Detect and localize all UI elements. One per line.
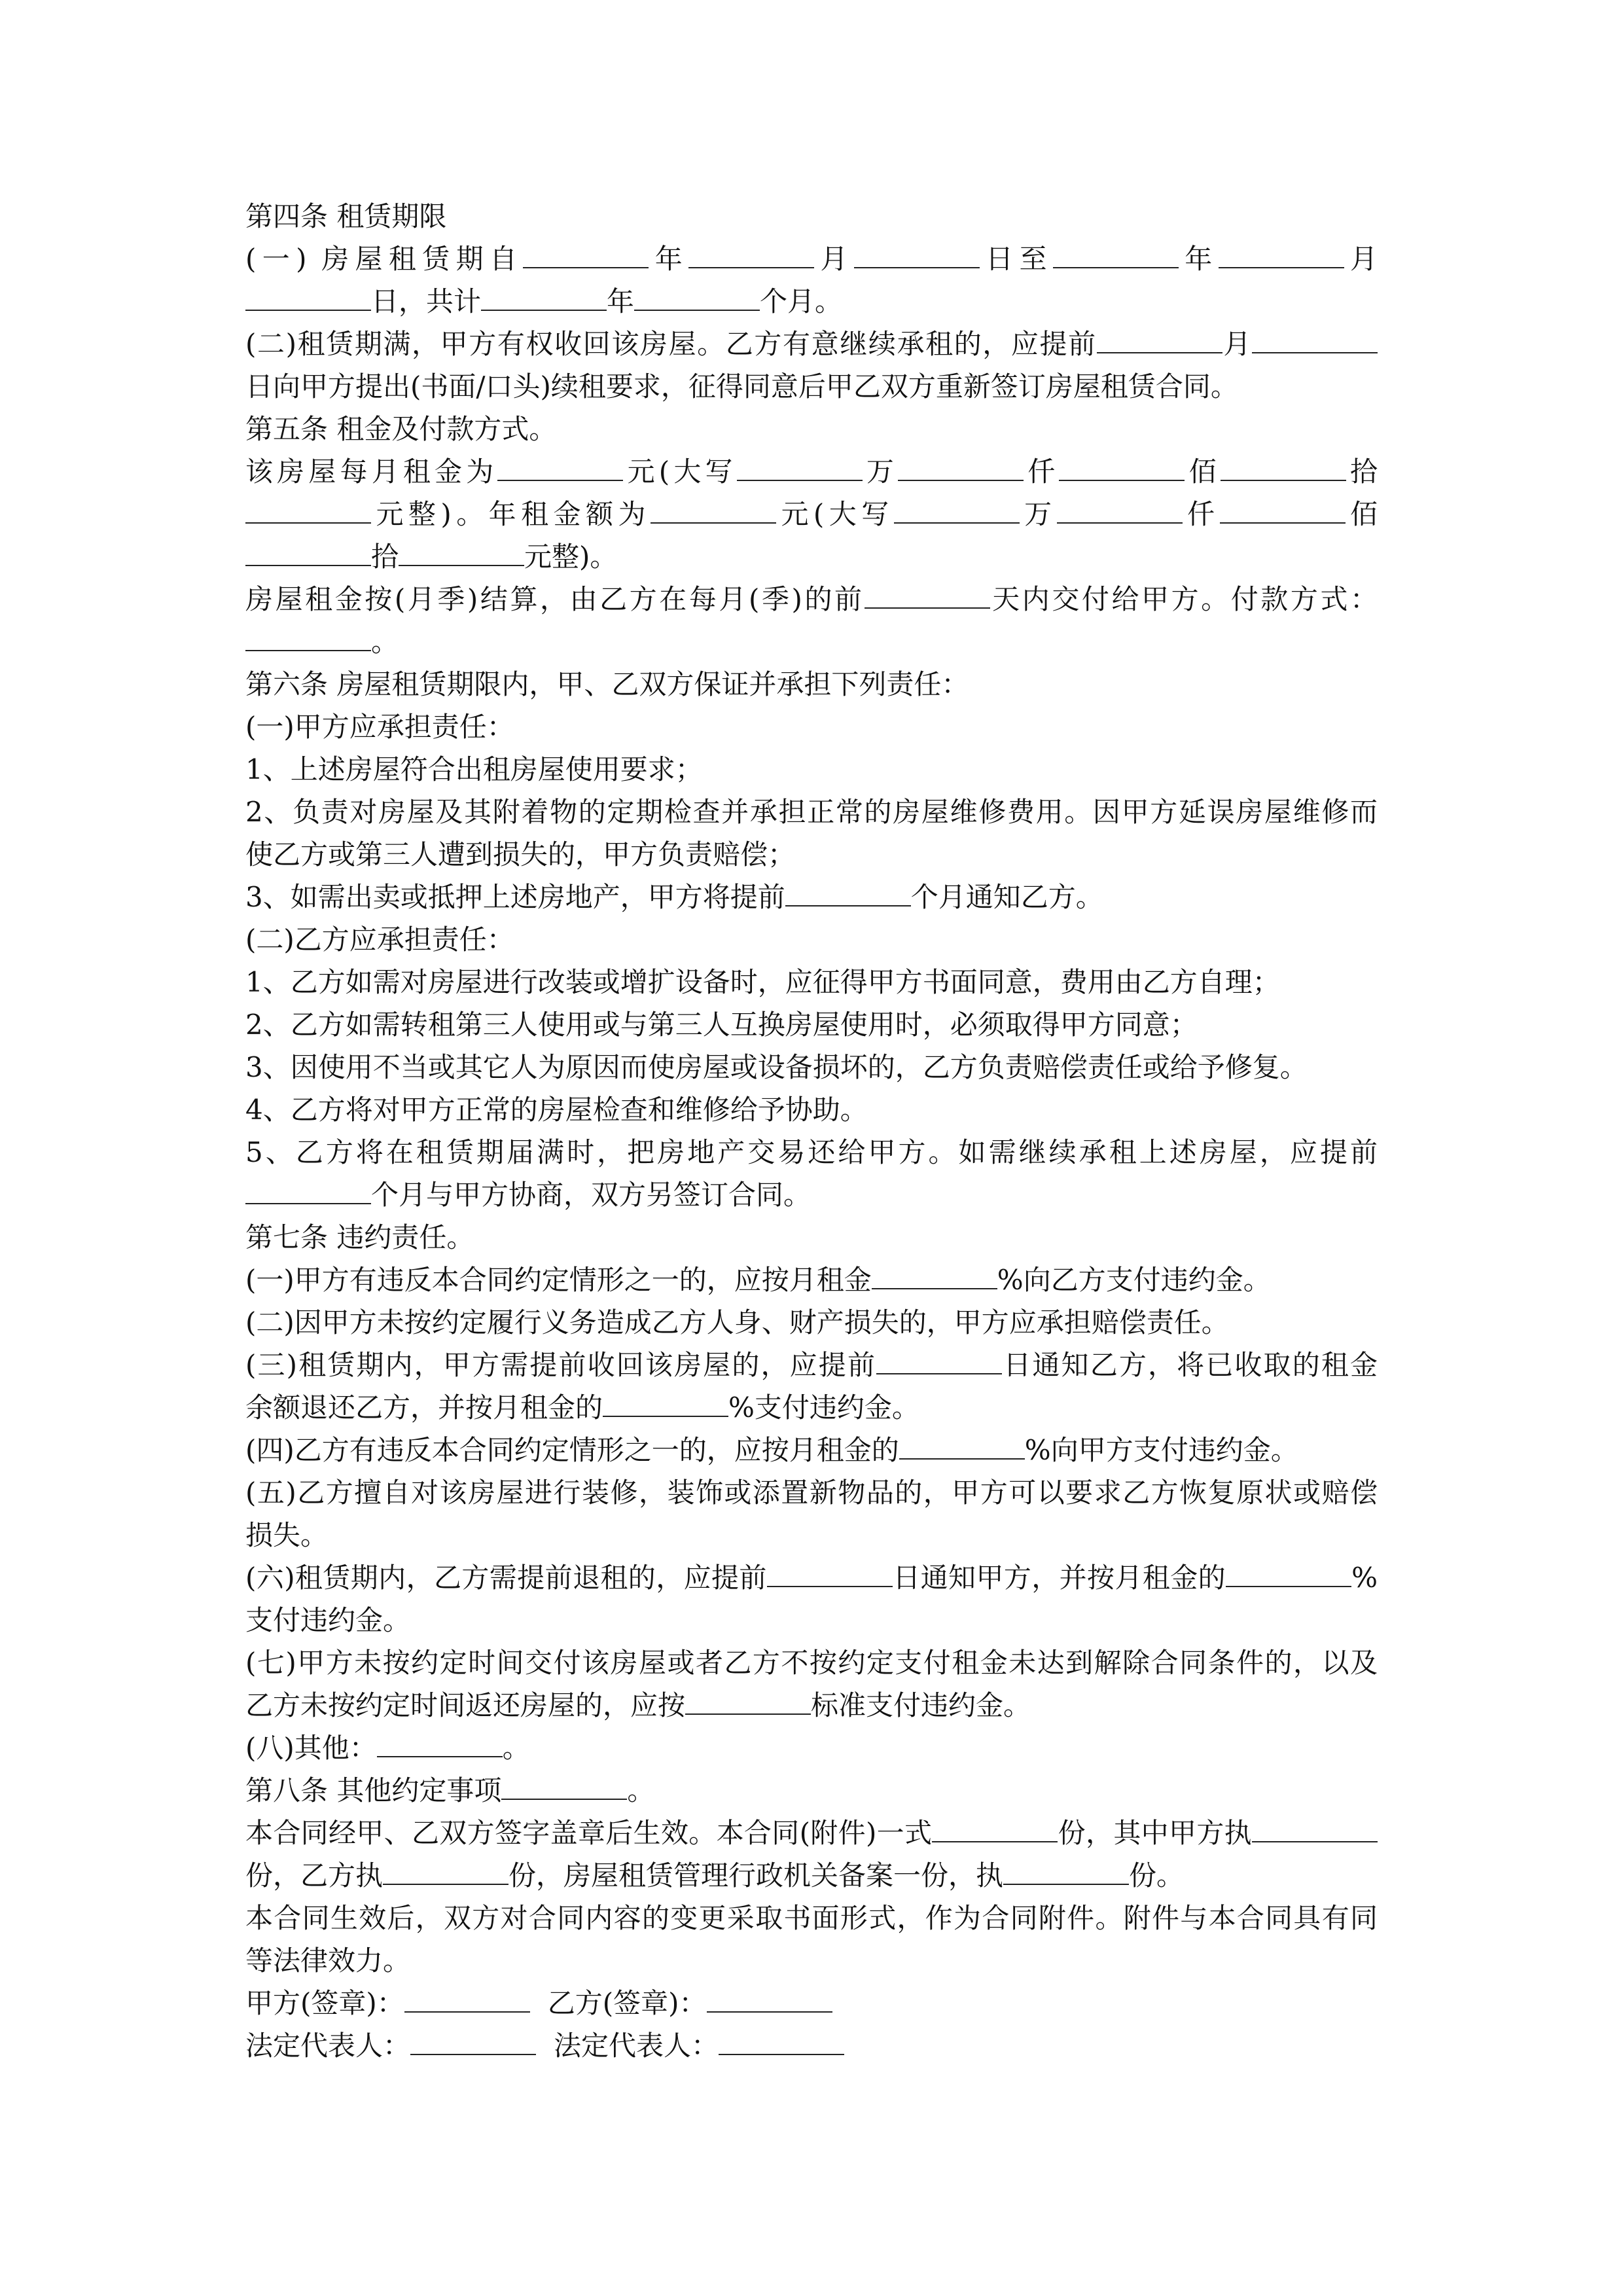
line-text: 年 (607, 285, 635, 317)
line-text: 。 (371, 626, 399, 658)
line-text: 份。 (1129, 1859, 1185, 1892)
fill-in-blank[interactable] (1252, 1819, 1378, 1842)
line-text: (一)甲方应承担责任： (245, 711, 514, 743)
document-line (245, 1471, 1378, 1514)
fill-in-blank[interactable] (854, 245, 980, 268)
fill-in-blank[interactable] (245, 1181, 371, 1204)
fill-in-blank[interactable] (1053, 245, 1179, 268)
line-text: 仟 (1182, 498, 1220, 530)
line-text: (一)甲方有违反本合同约定情形之一的，应按月租金 (245, 1264, 872, 1296)
line-text: 第七条 违约责任。 (245, 1221, 474, 1253)
document-line (245, 195, 1378, 238)
document-line (245, 1046, 1378, 1088)
document-line (245, 1429, 1378, 1471)
line-text: 余额退还乙方，并按月租金的 (245, 1391, 603, 1424)
line-text: %支付违约金。 (728, 1391, 919, 1424)
fill-in-blank[interactable] (707, 1989, 832, 2013)
line-text: 拾 (371, 541, 399, 573)
line-text: 第五条 租金及付款方式。 (245, 413, 557, 445)
document-line (245, 1982, 1378, 2024)
line-text: 法定代表人： (554, 2030, 719, 2062)
document-line (245, 1897, 1378, 1939)
fill-in-blank[interactable] (245, 287, 371, 311)
line-text: 2、负责对房屋及其附着物的定期检查并承担正常的房屋维修费用。因甲方延误房屋维修而 (245, 796, 1378, 828)
document-line (245, 493, 1378, 535)
document-line (245, 280, 1378, 323)
line-text: 日通知甲方，并按月租金的 (892, 1562, 1226, 1594)
fill-in-blank[interactable] (894, 500, 1020, 524)
fill-in-blank[interactable] (737, 457, 863, 481)
line-text: 法定代表人： (245, 2030, 411, 2062)
document-line (245, 1684, 1378, 1727)
line-text: 5、乙方将在租赁期届满时，把房地产交易还给甲方。如需继续承租上述房屋，应提前 (245, 1136, 1378, 1168)
document-line (245, 1939, 1378, 1982)
contract-document (245, 195, 1378, 2067)
line-text: (三)租赁期内，甲方需提前收回该房屋的，应提前 (245, 1349, 877, 1381)
fill-in-blank[interactable] (1221, 457, 1346, 481)
fill-in-blank[interactable] (497, 457, 623, 481)
line-text: 日，共计 (371, 285, 482, 317)
document-line (245, 1514, 1378, 1556)
line-text: 等法律效力。 (245, 1945, 411, 1977)
line-text: 日通知乙方，将已收取的租金 (1002, 1349, 1378, 1381)
line-text: 天内交付给甲方。付款方式： (990, 583, 1378, 615)
document-line (245, 1174, 1378, 1216)
line-text: 4、乙方将对甲方正常的房屋检查和维修给予协助。 (245, 1094, 868, 1126)
fill-in-blank[interactable] (1059, 457, 1185, 481)
fill-in-blank[interactable] (1057, 500, 1183, 524)
document-line (245, 876, 1378, 918)
fill-in-blank[interactable] (1226, 1564, 1351, 1587)
line-text: (八)其他： (245, 1732, 377, 1764)
document-line (245, 578, 1378, 620)
line-text: 月 (814, 243, 854, 275)
document-line (245, 620, 1378, 663)
line-text: 拾 (1346, 456, 1378, 488)
document-line (245, 1556, 1378, 1599)
document-line (245, 791, 1378, 833)
line-text: (二)租赁期满，甲方有权收回该房屋。乙方有意继续承租的，应提前 (245, 328, 1097, 360)
line-text: 月 (1344, 243, 1378, 275)
line-text: 份，房屋租赁管理行政机关备案一份，执 (508, 1859, 1004, 1892)
line-text: 个月与甲方协商，双方另签订合同。 (371, 1179, 812, 1211)
line-text: 佰 (1185, 456, 1221, 488)
line-text: (一) 房屋租赁期自 (245, 243, 524, 275)
line-text: 乙方未按约定时间返还房屋的，应按 (245, 1689, 686, 1721)
document-line (245, 1641, 1378, 1684)
fill-in-blank[interactable] (876, 1351, 1002, 1374)
document-line (245, 238, 1378, 280)
fill-in-blank[interactable] (898, 457, 1024, 481)
fill-in-blank[interactable] (523, 245, 649, 268)
fill-in-blank[interactable] (410, 2032, 536, 2055)
line-text: 支付违约金。 (245, 1604, 411, 1636)
fill-in-blank[interactable] (1252, 330, 1378, 353)
fill-in-blank[interactable] (603, 1393, 728, 1417)
line-text: 第六条 房屋租赁期限内，甲、乙双方保证并承担下列责任： (245, 668, 969, 700)
line-text: 年 (649, 243, 689, 275)
document-line (245, 1812, 1378, 1854)
fill-in-blank[interactable] (688, 245, 814, 268)
line-text: %向乙方支付违约金。 (997, 1264, 1271, 1296)
document-line (245, 408, 1378, 450)
line-text: 2、乙方如需转租第三人使用或与第三人互换房屋使用时，必须取得甲方同意； (245, 1009, 1198, 1041)
line-text: 乙方(签章)： (547, 1987, 707, 2019)
line-text: 元(大写 (776, 498, 894, 530)
document-line (245, 918, 1378, 961)
line-text: 。 (502, 1732, 530, 1764)
line-text: 日至 (979, 243, 1053, 275)
document-line (245, 535, 1378, 578)
fill-in-blank[interactable] (872, 1266, 997, 1289)
document-line (245, 833, 1378, 876)
document-line (245, 706, 1378, 748)
document-line (245, 450, 1378, 493)
document-line (245, 1769, 1378, 1812)
line-text: (二)乙方应承担责任： (245, 924, 514, 956)
line-text: 元整)。 (524, 541, 618, 573)
document-line (245, 1131, 1378, 1174)
fill-in-blank[interactable] (245, 543, 371, 566)
fill-in-blank[interactable] (719, 2032, 844, 2055)
line-text: 个月通知乙方。 (910, 881, 1103, 913)
line-text: 年 (1178, 243, 1219, 275)
line-text: 该房屋每月租金为 (245, 456, 498, 488)
line-text: 份，其中甲方执 (1058, 1817, 1252, 1849)
document-line (245, 365, 1378, 408)
fill-in-blank[interactable] (651, 500, 776, 524)
fill-in-blank[interactable] (1003, 1861, 1129, 1885)
fill-in-blank[interactable] (634, 287, 760, 311)
fill-in-blank[interactable] (377, 1734, 503, 1757)
fill-in-blank[interactable] (685, 1691, 811, 1715)
line-text: 房屋租金按(月季)结算，由乙方在每月(季)的前 (245, 583, 865, 615)
line-text: (二)因甲方未按约定履行义务造成乙方人身、财产损失的，甲方应承担赔偿责任。 (245, 1306, 1229, 1338)
line-text: %向甲方支付违约金。 (1024, 1434, 1298, 1466)
fill-in-blank[interactable] (399, 543, 524, 566)
document-line (245, 1259, 1378, 1301)
fill-in-blank[interactable] (1220, 500, 1346, 524)
line-text: 标准支付违约金。 (811, 1689, 1031, 1721)
line-text: 损失。 (245, 1519, 329, 1551)
document-line (245, 1727, 1378, 1769)
line-text: 1、乙方如需对房屋进行改装或增扩设备时，应征得甲方书面同意，费用由乙方自理； (245, 966, 1280, 998)
line-text: 使乙方或第三人遭到损失的，甲方负责赔偿； (245, 838, 796, 870)
fill-in-blank[interactable] (899, 1436, 1025, 1460)
line-text: 月 (1222, 328, 1252, 360)
fill-in-blank[interactable] (245, 500, 371, 524)
document-line (245, 1344, 1378, 1386)
document-line (245, 323, 1378, 365)
line-text: 第八条 其他约定事项 (245, 1774, 502, 1806)
fill-in-blank[interactable] (404, 1989, 530, 2013)
line-text: 万 (1019, 498, 1057, 530)
document-line (245, 1854, 1378, 1897)
line-text: 第四条 租赁期限 (245, 200, 447, 232)
fill-in-blank[interactable] (785, 883, 911, 906)
line-text: (七)甲方未按约定时间交付该房屋或者乙方不按约定支付租金未达到解除合同条件的，以及 (245, 1647, 1378, 1679)
line-text: % (1351, 1562, 1378, 1594)
document-line (245, 961, 1378, 1003)
line-text: 个月。 (760, 285, 843, 317)
document-line (245, 1003, 1378, 1046)
line-text: 本合同生效后，双方对合同内容的变更采取书面形式，作为合同附件。附件与本合同具有同 (245, 1902, 1378, 1934)
line-text: 1、上述房屋符合出租房屋使用要求； (245, 753, 703, 785)
document-line (245, 2024, 1378, 2067)
document-line (245, 1301, 1378, 1344)
line-text: 万 (862, 456, 899, 488)
fill-in-blank[interactable] (245, 628, 371, 651)
fill-in-blank[interactable] (767, 1564, 893, 1587)
document-line (245, 1599, 1378, 1641)
fill-in-blank[interactable] (865, 585, 990, 609)
line-text: 。 (627, 1774, 655, 1806)
document-line (245, 1088, 1378, 1131)
line-text: 日向甲方提出(书面/口头)续租要求，征得同意后甲乙双方重新签订房屋租赁合同。 (245, 370, 1238, 403)
fill-in-blank[interactable] (501, 1776, 627, 1800)
line-text: 甲方(签章)： (245, 1987, 404, 2019)
document-line (245, 1386, 1378, 1429)
document-line (245, 1216, 1378, 1259)
line-text: 份，乙方执 (245, 1859, 383, 1892)
document-line (245, 663, 1378, 706)
fill-in-blank[interactable] (1097, 330, 1222, 353)
line-text: 元(大写 (623, 456, 737, 488)
fill-in-blank[interactable] (481, 287, 607, 311)
line-text: 3、因使用不当或其它人为原因而使房屋或设备损坏的，乙方负责赔偿责任或给予修复。 (245, 1051, 1308, 1083)
line-text: (六)租赁期内，乙方需提前退租的，应提前 (245, 1562, 767, 1594)
line-text: 3、如需出卖或抵押上述房地产，甲方将提前 (245, 881, 785, 913)
line-text: (五)乙方擅自对该房屋进行装修，装饰或添置新物品的，甲方可以要求乙方恢复原状或赔偿 (245, 1477, 1378, 1509)
fill-in-blank[interactable] (1219, 245, 1344, 268)
fill-in-blank[interactable] (932, 1819, 1058, 1842)
line-text: 元整)。年租金额为 (371, 498, 651, 530)
document-line (245, 748, 1378, 791)
line-text: 仟 (1024, 456, 1060, 488)
line-text: (四)乙方有违反本合同约定情形之一的，应按月租金的 (245, 1434, 899, 1466)
fill-in-blank[interactable] (383, 1861, 508, 1885)
line-text: 本合同经甲、乙双方签字盖章后生效。本合同(附件)一式 (245, 1817, 933, 1849)
line-text: 佰 (1345, 498, 1378, 530)
